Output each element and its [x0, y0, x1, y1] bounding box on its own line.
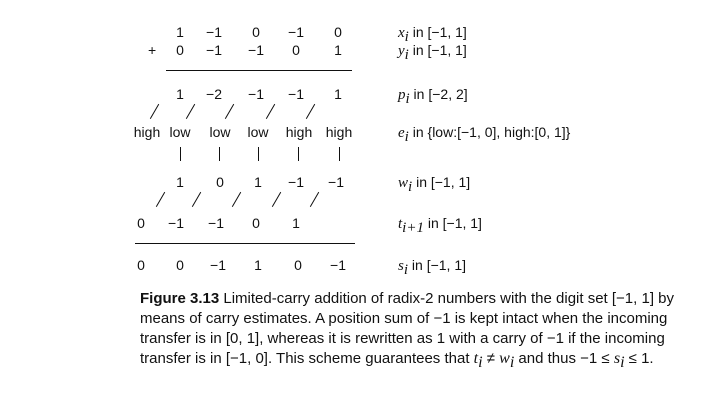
bar-line	[339, 147, 340, 161]
x-digit: 0	[252, 24, 260, 40]
e-range-note: $e_i$ in {low:[−1, 0], high:[0, 1]}	[398, 124, 571, 145]
s-digit: 0	[294, 257, 302, 273]
plus-sign: +	[148, 42, 157, 58]
bar-line	[219, 147, 220, 161]
y-range-note: $y_i$ in [−1, 1]	[398, 42, 467, 63]
e-estimate: low	[247, 124, 269, 140]
slash-line	[306, 104, 316, 119]
p-digit: 1	[334, 86, 342, 102]
y-digit: 0	[292, 42, 300, 58]
x-digit: 1	[176, 24, 184, 40]
e-estimate: low	[209, 124, 231, 140]
x-range-note: $x_i$ in [−1, 1]	[398, 24, 467, 45]
e-estimate: high	[325, 124, 353, 140]
figure-label: Figure 3.13	[140, 290, 220, 307]
x-digit: −1	[206, 24, 222, 40]
slash-line	[150, 104, 160, 119]
sum-rule-top	[166, 70, 352, 71]
p-digit: −1	[248, 86, 264, 102]
slash-line	[272, 192, 282, 207]
slash-line	[192, 192, 202, 207]
bar-line	[258, 147, 259, 161]
t-digit: −1	[208, 215, 224, 231]
w-digit: −1	[328, 174, 344, 190]
slash-line	[310, 192, 320, 207]
s-digit: 1	[254, 257, 262, 273]
w-digit: −1	[288, 174, 304, 190]
e-estimate: high	[285, 124, 313, 140]
s-digit: 0	[137, 257, 145, 273]
p-digit: −1	[288, 86, 304, 102]
slash-line	[225, 104, 235, 119]
t-digit: 0	[252, 215, 260, 231]
p-range-note: $p_i$ in [−2, 2]	[398, 86, 468, 107]
slash-line	[232, 192, 242, 207]
s-digit: −1	[210, 257, 226, 273]
s-digit: −1	[330, 257, 346, 273]
t-digit: 0	[137, 215, 145, 231]
x-digit: −1	[288, 24, 304, 40]
y-digit: −1	[206, 42, 222, 58]
slash-line	[156, 192, 166, 207]
y-digit: 0	[176, 42, 184, 58]
slash-line	[186, 104, 196, 119]
w-digit: 0	[216, 174, 224, 190]
w-digit: 1	[254, 174, 262, 190]
slash-line	[266, 104, 276, 119]
e-estimate: low	[169, 124, 191, 140]
w-range-note: $w_i$ in [−1, 1]	[398, 174, 471, 195]
w-digit: 1	[176, 174, 184, 190]
s-digit: 0	[176, 257, 184, 273]
x-digit: 0	[334, 24, 342, 40]
t-digit: 1	[292, 215, 300, 231]
t-digit: −1	[168, 215, 184, 231]
sum-rule-bottom	[135, 243, 355, 244]
t-range-note: $t_{i+1}$ in [−1, 1]	[398, 215, 482, 236]
figure-caption: Figure 3.13 Limited-carry addition of radix-2 numbers with the digit set [−1, 1] by means of carry estimates. A position sum of −1 is kept intact when the incoming transfer is in [0, 1], whereas it is rewritten as 1 with a carry of −1 if the incoming transfer is in [−1, 0]. This scheme guarantees that $t_i \ne w_i$ and thus $-1 \le s_i \le 1$.	[140, 290, 675, 371]
y-digit: −1	[248, 42, 264, 58]
bar-line	[180, 147, 181, 161]
s-range-note: $s_i$ in [−1, 1]	[398, 257, 466, 278]
p-digit: −2	[206, 86, 222, 102]
e-estimate: high	[133, 124, 161, 140]
bar-line	[298, 147, 299, 161]
p-digit: 1	[176, 86, 184, 102]
y-digit: 1	[334, 42, 342, 58]
